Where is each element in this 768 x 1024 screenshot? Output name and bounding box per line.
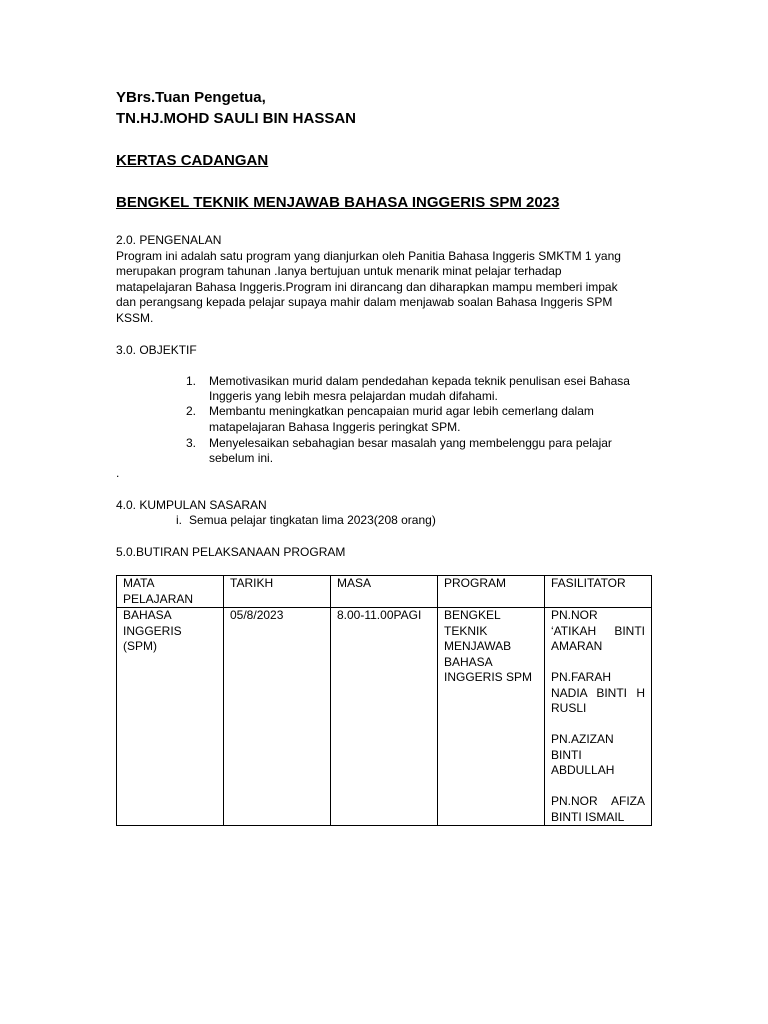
cell-facilitators — [545, 608, 652, 826]
document-title: BENGKEL TEKNIK MENJAWAB BAHASA INGGERIS SPM 2023 — [116, 194, 560, 211]
column-header-date: TARIKH — [224, 576, 331, 608]
facilitator-name: PN.AZIZAN BINTI ABDULLAH — [551, 732, 615, 777]
intro-line: Program ini adalah satu program yang dianjurkan oleh Panitia Bahasa Inggeris SMKTM 1 yang — [116, 249, 621, 263]
column-header-program: PROGRAM — [438, 576, 545, 608]
cell-date: 05/8/2023 — [224, 608, 331, 826]
addressee: TN.HJ.MOHD SAULI BIN HASSAN — [116, 110, 357, 127]
intro-heading: 2.0. PENGENALAN — [116, 233, 222, 247]
objective-text: Memotivasikan murid dalam pendedahan kepada teknik penulisan esei Bahasa — [209, 374, 630, 388]
intro-line: KSSM. — [116, 311, 154, 325]
document-type-heading: KERTAS CADANGAN — [116, 152, 269, 169]
objective-text: Membantu meningkatkan pencapaian murid agar lebih cemerlang dalam — [209, 404, 594, 418]
salutation: YBrs.Tuan Pengetua, — [116, 89, 266, 106]
column-header-time: MASA — [331, 576, 438, 608]
objective-text: Inggeris yang lebih mesra pelajardan mudah difahami. — [209, 389, 498, 403]
objective-text: Menyelesaikan sebahagian besar masalah yang membelenggu para pelajar — [209, 436, 612, 450]
target-item-text: Semua pelajar tingkatan lima 2023(208 orang) — [189, 513, 436, 527]
objective-text: sebelum ini. — [209, 451, 274, 465]
column-header-subject: MATA PELAJARAN — [117, 576, 224, 608]
table-header-row — [117, 576, 652, 608]
stray-period: . — [116, 466, 120, 480]
objective-text: matapelajaran Bahasa Inggeris peringkat SPM. — [209, 420, 461, 434]
facilitator-name: PN.NOR AFIZA BINTI ISMAIL — [551, 794, 645, 824]
program-table — [116, 575, 652, 826]
target-heading: 4.0. KUMPULAN SASARAN — [116, 498, 267, 512]
table-row — [117, 608, 652, 826]
cell-program: BENGKEL TEKNIK MENJAWAB BAHASA INGGERIS SPM — [438, 608, 545, 826]
target-item-number: i. — [176, 513, 182, 527]
intro-line: matapelajaran Bahasa Inggeris.Program ini dirancang dan diharapkan mampu memberi impak — [116, 280, 618, 294]
facilitator-name: PN.FARAH NADIA BINTI H RUSLI — [551, 670, 645, 715]
cell-subject: BAHASA INGGERIS (SPM) — [117, 608, 224, 826]
objectives-heading: 3.0. OBJEKTIF — [116, 343, 197, 357]
objective-number: 3. — [186, 436, 197, 450]
objective-number: 1. — [186, 374, 197, 388]
intro-line: dan perangsang kepada pelajar supaya mahir dalam menjawab soalan Bahasa Inggeris SPM — [116, 295, 613, 309]
cell-time: 8.00-11.00PAGI — [331, 608, 438, 826]
column-header-facilitator: FASILITATOR — [545, 576, 652, 608]
intro-line: merupakan program tahunan .Ianya bertujuan untuk menarik minat pelajar terhadap — [116, 264, 562, 278]
facilitator-name: PN.NOR ‘ATIKAH BINTI AMARAN — [551, 608, 645, 653]
program-heading: 5.0.BUTIRAN PELAKSANAAN PROGRAM — [116, 545, 346, 559]
objective-number: 2. — [186, 404, 197, 418]
